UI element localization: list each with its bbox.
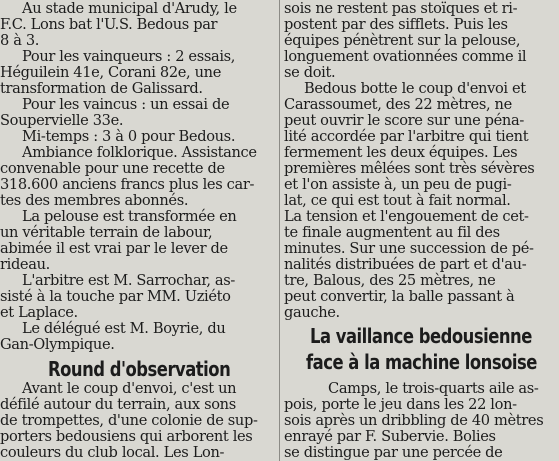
text-line: 8 à 3. xyxy=(0,32,40,49)
text-line: se distingue par une percée de xyxy=(284,444,503,461)
text-line: nalités distribuées de part et d'au- xyxy=(284,256,527,273)
text-line: lat, ce qui est tout à fait normal. xyxy=(284,192,511,209)
text-line: transformation de Galissard. xyxy=(0,80,203,97)
text-line: premières mêlées sont très sévères xyxy=(284,160,535,177)
text-line: et Laplace. xyxy=(0,304,78,321)
text-line: Avant le coup d'envoi, c'est un xyxy=(22,380,237,397)
text-line: convenable pour une recette de xyxy=(0,160,225,177)
text-line: longuement ovationnées comme il xyxy=(284,48,527,65)
text-line: 318.600 anciens francs plus les car- xyxy=(0,176,255,193)
text-line: sois ne restent pas stoïques et ri- xyxy=(284,0,518,17)
text-line: fermement les deux équipes. Les xyxy=(284,144,518,161)
text-line: sisté à la touche par MM. Uziéto xyxy=(0,288,231,305)
text-line: Soupervielle 33e. xyxy=(0,112,124,129)
text-line: lité accordée par l'arbitre qui tient xyxy=(284,128,529,145)
text-line: Héguilein 41e, Corani 82e, une xyxy=(0,64,222,81)
text-line: Le délégué est M. Boyrie, du xyxy=(22,320,226,337)
text-line: couleurs du club local. Les Lon- xyxy=(0,444,225,461)
text-line: enrayé par F. Subervie. Bolies xyxy=(284,428,496,445)
text-line: Mi-temps : 3 à 0 pour Bedous. xyxy=(22,128,236,145)
text-line: tes des membres abonnés. xyxy=(0,192,189,209)
text-line: Pour les vainqueurs : 2 essais, xyxy=(22,48,236,65)
text-line: un véritable terrain de labour, xyxy=(0,224,213,241)
text-line: Camps, le trois-quarts aile as- xyxy=(328,380,539,397)
text-line: peut ouvrir le score sur une péna- xyxy=(284,112,524,129)
section-headline-line-1: La vaillance bedousienne xyxy=(310,324,532,348)
text-line: Au stade municipal d'Arudy, le xyxy=(22,0,237,17)
text-line: abimée il est vrai par le lever de xyxy=(0,240,228,257)
column-divider xyxy=(279,0,280,461)
text-line: F.C. Lons bat l'U.S. Bedous par xyxy=(0,16,218,33)
text-line: te finale augmentent au fil des xyxy=(284,224,500,241)
section-headline: Round d'observation xyxy=(48,357,231,381)
text-line: porters bedousiens qui arborent les xyxy=(0,428,253,445)
text-line: Ambiance folklorique. Assistance xyxy=(22,144,257,161)
text-line: postent par des sifflets. Puis les xyxy=(284,16,508,33)
text-line: minutes. Sur une succession de pé- xyxy=(284,240,534,257)
text-line: Carassoumet, des 22 mètres, ne xyxy=(284,96,512,113)
text-line: de trompettes, d'une colonie de sup- xyxy=(0,412,258,429)
text-line: peut convertir, la balle passant à xyxy=(284,288,515,305)
text-line: Gan-Olympique. xyxy=(0,336,115,353)
text-line: Pour les vaincus : un essai de xyxy=(22,96,230,113)
text-line: tre, Balous, des 25 mètres, ne xyxy=(284,272,496,289)
text-line: et l'on assiste à, un peu de pugi- xyxy=(284,176,512,193)
text-line: La pelouse est transformée en xyxy=(22,208,237,225)
text-line: équipes pénètrent sur la pelouse, xyxy=(284,32,521,49)
text-line: Bedous botte le coup d'envoi et xyxy=(304,80,526,97)
text-line: L'arbitre est M. Sarrochar, as- xyxy=(22,272,235,289)
text-line: sois après un dribbling de 40 mètres xyxy=(284,412,544,429)
text-line: gauche. xyxy=(284,304,340,321)
text-line: se doit. xyxy=(284,64,336,81)
text-line: rideau. xyxy=(0,256,50,273)
text-line: défilé autour du terrain, aux sons xyxy=(0,396,236,413)
text-line: La tension et l'engouement de cet- xyxy=(284,208,529,225)
section-headline-line-2: face à la machine lonsoise xyxy=(306,350,537,374)
text-line: pois, porte le jeu dans les 22 lon- xyxy=(284,396,517,413)
